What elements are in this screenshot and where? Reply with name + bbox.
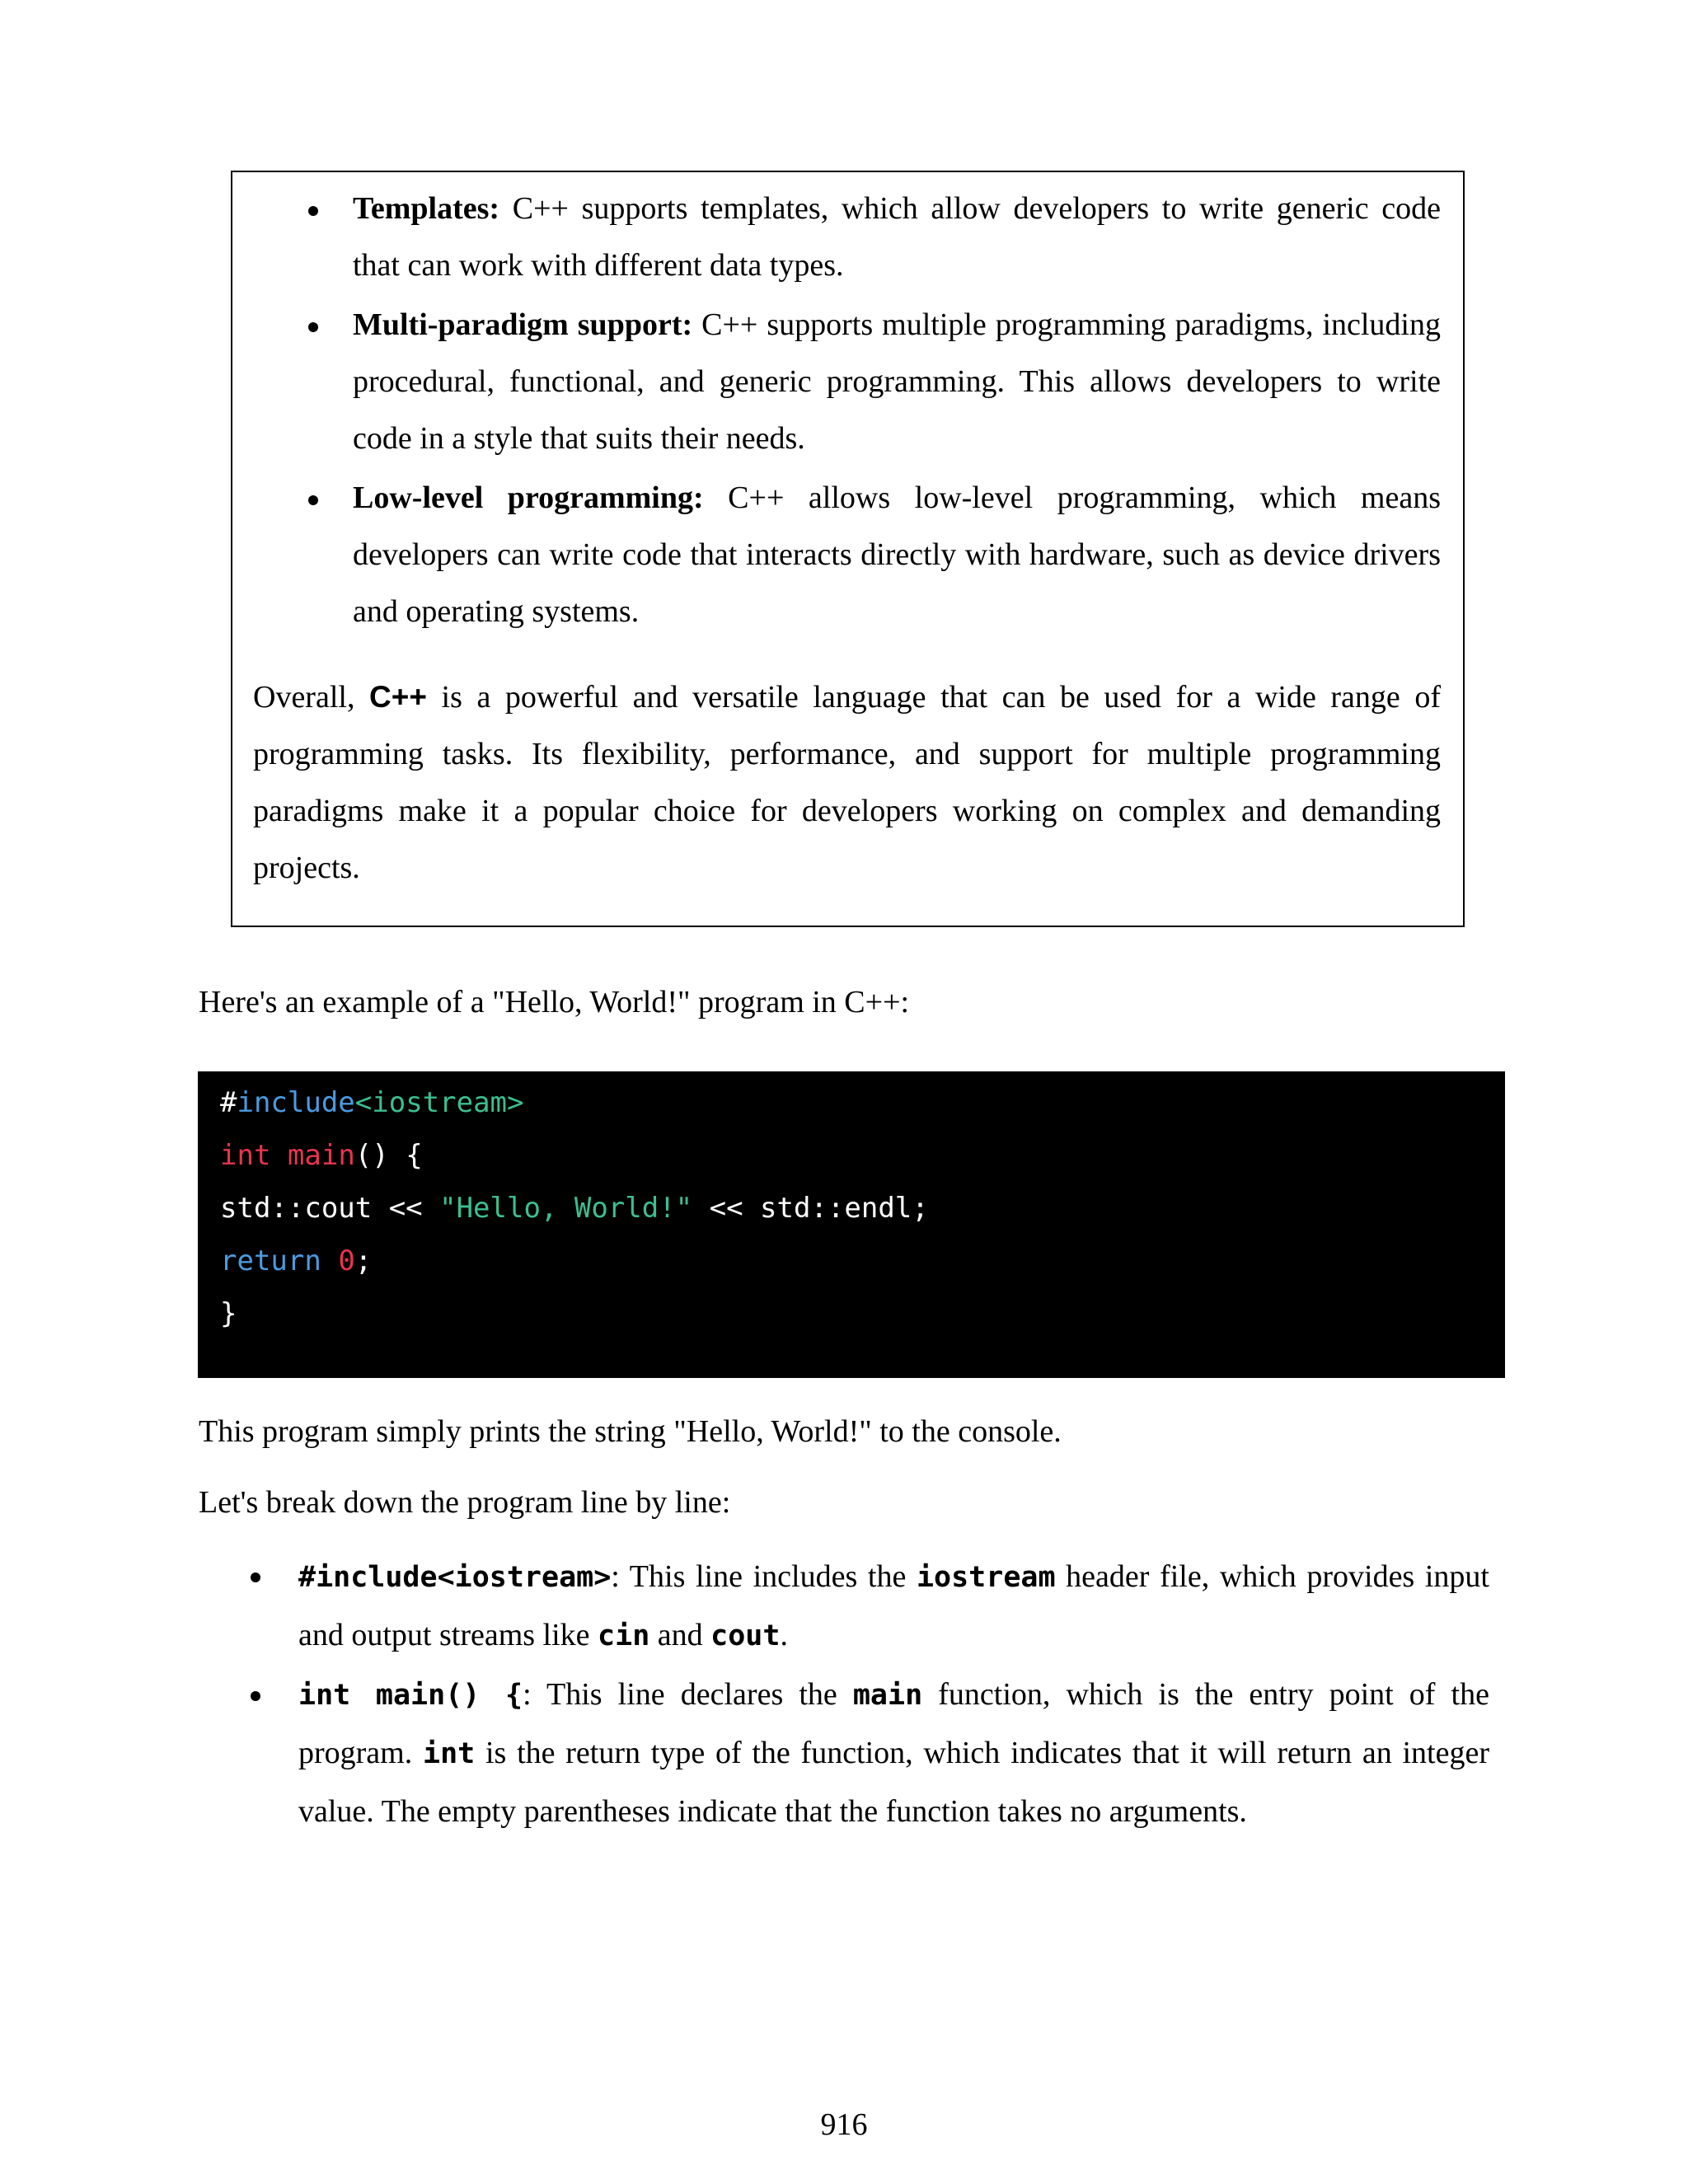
list-item-text <box>353 297 1441 467</box>
code-token: << std::endl; <box>692 1192 929 1225</box>
code-token: int <box>220 1139 271 1172</box>
list-item-text <box>353 180 1441 294</box>
code-line <box>220 1293 237 1334</box>
text-run: and <box>649 1618 711 1652</box>
code-token: 0 <box>338 1244 355 1277</box>
intro-text: Here's an example of a "Hello, World!" program in C++: <box>199 985 910 1019</box>
page-number: 916 <box>820 2107 868 2142</box>
breakdown-intro: Let's break down the program line by line: <box>199 1485 731 1520</box>
bullet-icon <box>251 1572 260 1582</box>
code-token: return <box>220 1244 321 1277</box>
inline-code: main <box>852 1679 923 1712</box>
overall-paragraph <box>253 668 1441 897</box>
inline-code: #include<iostream> <box>298 1561 612 1594</box>
code-line <box>220 1188 929 1229</box>
text-run: function, which is the entry point of the program. <box>298 1677 1489 1770</box>
list-item-term: Low-level programming: <box>353 480 704 515</box>
code-token: main <box>287 1139 355 1172</box>
inline-code: int main() { <box>298 1679 523 1712</box>
code-token <box>321 1244 338 1277</box>
list-item-text <box>353 470 1441 640</box>
text-run: . <box>780 1618 788 1652</box>
code-token <box>270 1139 287 1172</box>
text-run: : This line declares the <box>523 1677 853 1712</box>
list-item-term: Multi-paradigm support: <box>353 307 693 342</box>
list-item-body: C++ supports multiple programming paradigms, including procedural, functional, and generic programming. This allows developers to write code in a style that suits their needs. <box>353 307 1441 456</box>
code-token: include <box>237 1086 355 1119</box>
bullet-icon <box>308 322 318 332</box>
code-token: } <box>220 1297 237 1330</box>
code-line <box>220 1240 372 1282</box>
code-line <box>220 1082 523 1123</box>
text-run: is the return type of the function, which indicates that it will return an integer value. The empty parentheses indicate that the function takes no arguments. <box>298 1736 1489 1829</box>
bullet-icon <box>308 495 318 505</box>
breakdown-item <box>298 1548 1489 1665</box>
list-item-body: C++ allows low-level programming, which means developers can write code that interacts directly with hardware, such as device drivers and operating systems. <box>353 480 1442 629</box>
bullet-icon <box>308 206 318 216</box>
code-token: std::cout << <box>220 1192 440 1225</box>
inline-code: int <box>423 1737 476 1770</box>
code-token: <iostream> <box>354 1086 524 1119</box>
code-token: # <box>220 1086 237 1119</box>
text-run: header file, which provides input and output streams like <box>298 1559 1489 1652</box>
bullet-icon <box>251 1691 260 1701</box>
overall-bold: C++ <box>369 680 427 714</box>
overall-pre: Overall, <box>253 680 370 715</box>
code-line <box>220 1135 423 1176</box>
breakdown-item <box>298 1666 1489 1840</box>
inline-code: cout <box>710 1619 781 1652</box>
inline-code: iostream <box>916 1561 1056 1594</box>
code-token: ; <box>354 1244 373 1277</box>
code-token: () { <box>354 1139 423 1172</box>
inline-code: cin <box>598 1619 650 1652</box>
after-code-text: This program simply prints the string "Hello, World!" to the console. <box>199 1414 1062 1449</box>
overall-post: is a powerful and versatile language that can be used for a wide range of programming tasks. Its flexibility, performance, and support for multiple programming paradigms make it a popular choice for developers working on complex and demanding projects. <box>253 680 1441 885</box>
list-item-body: C++ supports templates, which allow developers to write generic code that can work with different data types. <box>353 191 1441 283</box>
feature-box <box>231 171 1465 927</box>
code-block <box>198 1071 1505 1378</box>
code-token: "Hello, World!" <box>439 1192 693 1225</box>
list-item-term: Templates: <box>353 191 500 226</box>
text-run: : This line includes the <box>611 1559 917 1594</box>
